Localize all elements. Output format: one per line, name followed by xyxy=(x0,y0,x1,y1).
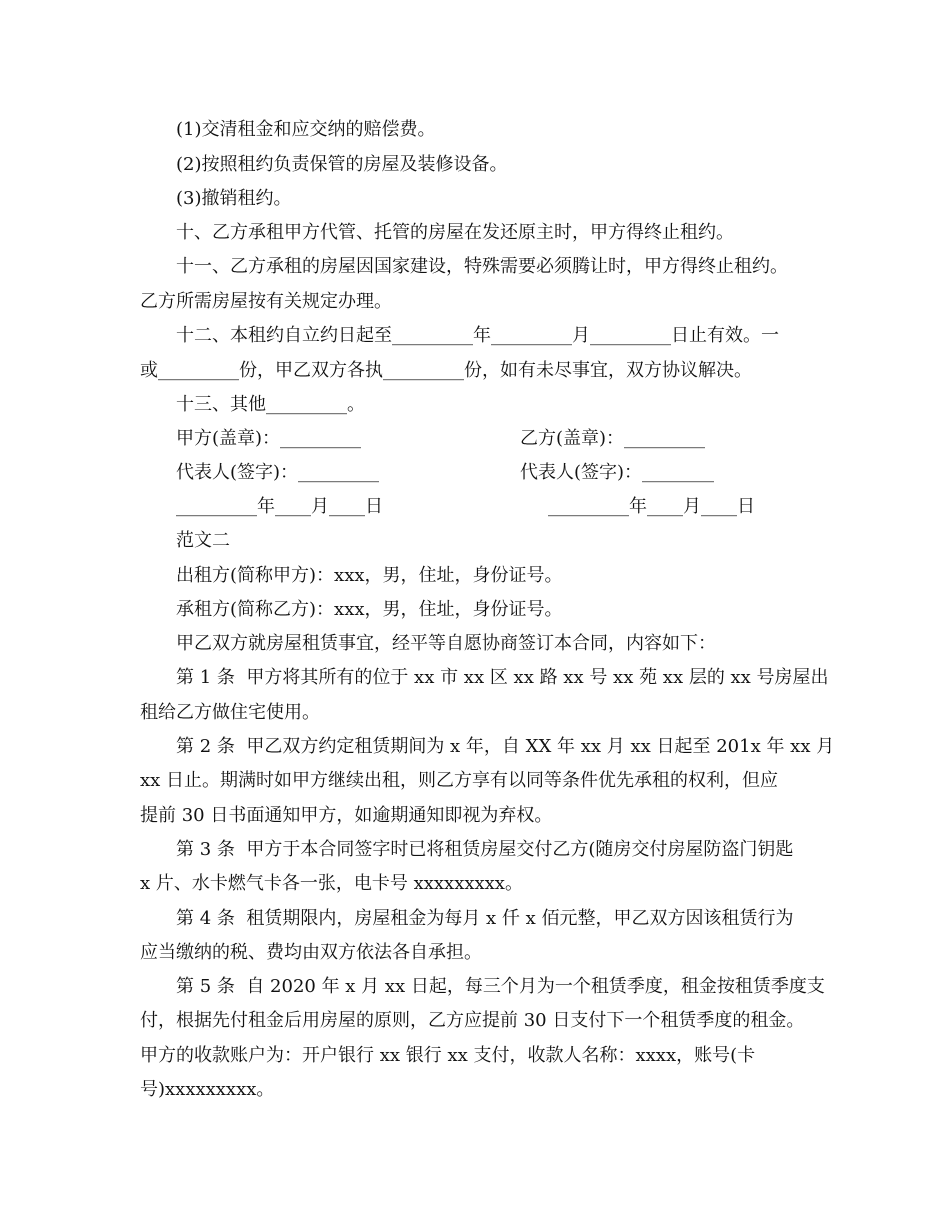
lessee-line: 承租方(简称乙方)：xxx，男，住址，身份证号。 xyxy=(176,599,563,620)
clause-9-item-2: (2)按照租约负责保管的房屋及装修设备。 xyxy=(176,154,508,175)
party-b-seal: 乙方(盖章)：_________ xyxy=(520,428,706,449)
article-5-line-4: 号)xxxxxxxxx。 xyxy=(140,1079,275,1100)
clause-12-line-1: 十二、本租约自立约日起至_________年_________月_________日止有效。一 xyxy=(176,325,779,346)
clause-11-line-2: 乙方所需房屋按有关规定办理。 xyxy=(140,291,392,312)
article-2-line-2: xx 日止。期满时如甲方继续出租，则乙方享有以同等条件优先承租的权利，但应 xyxy=(140,770,779,791)
lessor-line: 出租方(简称甲方)：xxx，男，住址，身份证号。 xyxy=(176,565,563,586)
article-3-line-2: x 片、水卡燃气卡各一张，电卡号 xxxxxxxxx。 xyxy=(140,873,523,894)
sample-two-heading: 范文二 xyxy=(176,530,230,551)
clause-11-line-1: 十一、乙方承租的房屋因国家建设，特殊需要必须腾让时，甲方得终止租约。 xyxy=(176,256,788,277)
party-b-date: _________年____月____日 xyxy=(548,496,755,517)
clause-13: 十三、其他_________。 xyxy=(176,394,365,415)
party-b-representative: 代表人(签字)：________ xyxy=(520,462,715,483)
clause-9-item-1: (1)交清租金和应交纳的赔偿费。 xyxy=(176,119,436,140)
clause-10: 十、乙方承租甲方代管、托管的房屋在发还原主时，甲方得终止租约。 xyxy=(176,222,734,243)
article-5-line-3: 甲方的收款账户为：开户银行 xx 银行 xx 支付，收款人名称：xxxx，账号(卡 xyxy=(140,1045,756,1066)
article-1-line-1: 第 1 条 甲方将其所有的位于 xx 市 xx 区 xx 路 xx 号 xx 苑 xx 层的 xx 号房屋出 xyxy=(176,667,829,688)
article-2-line-1: 第 2 条 甲乙双方约定租赁期间为 x 年，自 XX 年 xx 月 xx 日起至 201x 年 xx 月 xyxy=(176,736,835,757)
party-a-seal: 甲方(盖章)：_________ xyxy=(176,428,362,449)
article-4-line-2: 应当缴纳的税、费均由双方依法各自承担。 xyxy=(140,942,482,963)
article-5-line-2: 付，根据先付租金后用房屋的原则，乙方应提前 30 日支付下一个租赁季度的租金。 xyxy=(140,1010,805,1031)
contract-intro: 甲乙双方就房屋租赁事宜，经平等自愿协商签订本合同，内容如下： xyxy=(176,633,716,654)
article-3-line-1: 第 3 条 甲方于本合同签字时已将租赁房屋交付乙方(随房交付房屋防盗门钥匙 xyxy=(176,839,794,860)
party-a-representative: 代表人(签字)：_________ xyxy=(176,462,380,483)
clause-12-line-2: 或_________份，甲乙双方各执_________份，如有未尽事宜，双方协议解决。 xyxy=(140,360,752,381)
article-5-line-1: 第 5 条 自 2020 年 x 月 xx 日起，每三个月为一个租赁季度，租金按租赁季度支 xyxy=(176,976,825,997)
clause-9-item-3: (3)撤销租约。 xyxy=(176,188,292,209)
article-2-line-3: 提前 30 日书面通知甲方，如逾期通知即视为弃权。 xyxy=(140,805,553,826)
article-1-line-2: 租给乙方做住宅使用。 xyxy=(140,702,320,723)
article-4-line-1: 第 4 条 租赁期限内，房屋租金为每月 x 仟 x 佰元整，甲乙双方因该租赁行为 xyxy=(176,908,794,929)
party-a-date: _________年____月____日 xyxy=(176,496,383,517)
